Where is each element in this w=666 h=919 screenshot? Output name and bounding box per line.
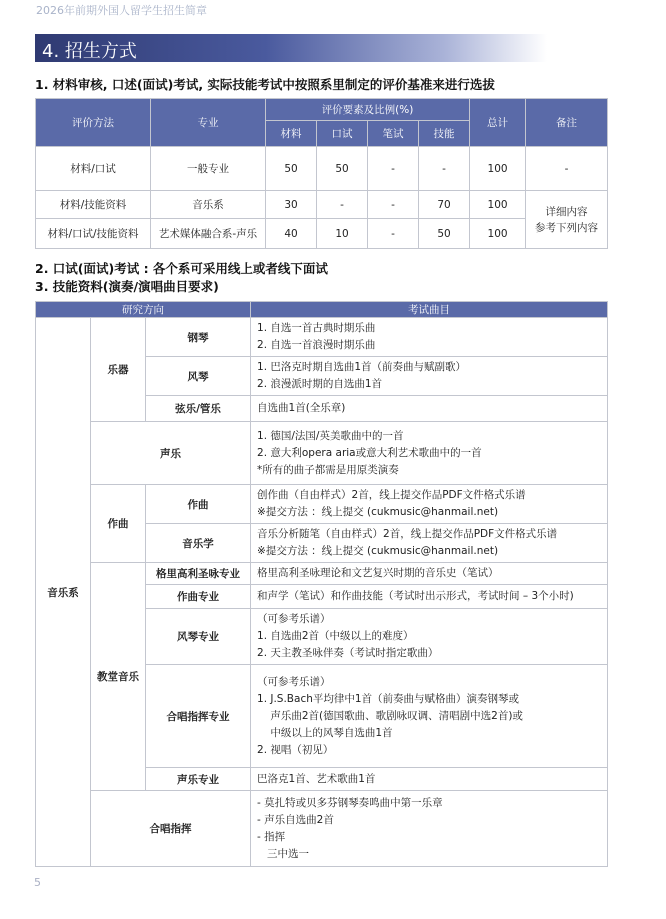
cell-major: 一般专业 <box>151 147 266 191</box>
cell-value: 10 <box>317 219 368 249</box>
strings-label: 弦乐/管乐 <box>146 396 251 422</box>
list-item: 2. 自选一首浪漫时期乐曲 <box>257 339 376 351</box>
list-item: 2. 视唱（初见） <box>257 743 334 756</box>
cell-value: - <box>368 191 419 219</box>
list-item: 三中选一 <box>257 847 310 860</box>
composition-major-requirements: 和声学（笔试）和作曲技能（考试时出示形式，考试时间 – 3个小时) <box>251 585 608 609</box>
list-item: ※提交方法 ：线上提交 (cukmusic@hanmail.net) <box>257 506 499 518</box>
cell-value: - <box>368 147 419 191</box>
cell-method: 材料/口试 <box>36 147 151 191</box>
composition-label: 作曲 <box>91 485 146 563</box>
exam-repertoire-table <box>35 301 608 867</box>
gregorian-requirements: 格里高利圣咏理论和文艺复兴时期的音乐史（笔试） <box>251 563 608 585</box>
document-header: 2026年前期外国人留学生招生简章 <box>36 4 207 17</box>
musicology-label: 音乐学 <box>146 524 251 563</box>
list-item: 1. 巴洛克时期自选曲1首（前奏曲与赋副歌） <box>257 361 467 373</box>
list-item: 1. J.S.Bach平均律中1首（前奏曲与赋格曲）演奏钢琴或 <box>257 692 520 705</box>
piano-requirements <box>251 318 608 357</box>
cell-value: 40 <box>266 219 317 249</box>
list-item: 2. 意大利opera aria或意大利艺术歌曲中的一首 <box>257 446 482 459</box>
list-item: 声乐曲2首(德国歌曲、歌剧咏叹调、清唱剧中选2首)或 <box>257 709 523 722</box>
subheading-2: 2. 口试(面试)考试 : 各个系可采用线上或者线下面试 <box>35 261 328 276</box>
cell-major: 音乐系 <box>151 191 266 219</box>
organ-label: 风琴 <box>146 357 251 396</box>
cell-method: 材料/口试/技能资料 <box>36 219 151 249</box>
vocal-requirements <box>251 422 608 485</box>
cell-value: - <box>368 219 419 249</box>
header-direction: 研究方向 <box>36 302 251 318</box>
musicology-requirements <box>251 524 608 563</box>
evaluation-table <box>35 98 608 249</box>
cell-note: - <box>526 147 608 191</box>
list-item: 1. 自选曲2首（中级以上的难度） <box>257 630 414 642</box>
list-item: （可参考乐谱） <box>257 613 331 625</box>
header-total: 总计 <box>470 99 526 147</box>
choral-conducting-requirements <box>251 791 608 867</box>
cell-total: 100 <box>470 191 526 219</box>
vocal-label: 声乐 <box>91 422 251 485</box>
header-documents: 材料 <box>266 121 317 147</box>
table-row <box>36 191 608 219</box>
piano-label: 钢琴 <box>146 318 251 357</box>
table-row <box>36 219 608 249</box>
subheading-3: 3. 技能资料(演奏/演唱曲目要求) <box>35 279 219 294</box>
vocal-major-label: 声乐专业 <box>146 768 251 791</box>
organ-major-label: 风琴专业 <box>146 609 251 665</box>
list-item: 2. 浪漫派时期的自选曲1首 <box>257 378 383 390</box>
composition-sub-label: 作曲 <box>146 485 251 524</box>
cell-value: 70 <box>419 191 470 219</box>
header-skill: 技能 <box>419 121 470 147</box>
cell-major: 艺术媒体融合系-声乐 <box>151 219 266 249</box>
choral-conducting-label: 合唱指挥 <box>91 791 251 867</box>
list-item: - 声乐自选曲2首 <box>257 813 334 826</box>
church-music-label: 教堂音乐 <box>91 563 146 791</box>
cell-note-merged <box>526 191 608 249</box>
list-item: 创作曲（自由样式）2首，线上提交作品PDF文件格式乐谱 <box>257 489 526 501</box>
organ-requirements <box>251 357 608 396</box>
header-major: 专业 <box>151 99 266 147</box>
vocal-major-requirements: 巴洛克1首、艺术歌曲1首 <box>251 768 608 791</box>
list-item: （可参考乐谱） <box>257 675 331 688</box>
cell-method: 材料/技能资料 <box>36 191 151 219</box>
list-item: - 指挥 <box>257 830 286 843</box>
list-item: - 莫扎特或贝多芬钢琴奏鸣曲中第一乐章 <box>257 796 443 809</box>
list-item: ※提交方法 ：线上提交 (cukmusic@hanmail.net) <box>257 545 499 557</box>
composition-major-label: 作曲专业 <box>146 585 251 609</box>
choral-major-requirements <box>251 665 608 768</box>
list-item: 1. 自选一首古典时期乐曲 <box>257 322 376 334</box>
section-title: 4. 招生方式 <box>42 41 137 62</box>
music-dept-label: 音乐系 <box>36 318 91 867</box>
list-item: 中级以上的风琴自选曲1首 <box>257 726 393 739</box>
cell-value: 50 <box>419 219 470 249</box>
strings-requirements: 自选曲1首(全乐章) <box>251 396 608 422</box>
cell-value: 50 <box>266 147 317 191</box>
list-item: 1. 德国/法国/英美歌曲中的一首 <box>257 429 404 442</box>
page-number: 5 <box>34 876 41 889</box>
choral-major-label: 合唱指挥专业 <box>146 665 251 768</box>
list-item: *所有的曲子都需是用原类演奏 <box>257 463 399 476</box>
header-written: 笔试 <box>368 121 419 147</box>
cell-value: 30 <box>266 191 317 219</box>
note-line: 详细内容 <box>545 205 588 218</box>
header-oral: 口试 <box>317 121 368 147</box>
header-exam: 考试曲目 <box>251 302 608 318</box>
header-method: 评价方法 <box>36 99 151 147</box>
gregorian-label: 格里高利圣咏专业 <box>146 563 251 585</box>
cell-total: 100 <box>470 147 526 191</box>
list-item: 音乐分析随笔（自由样式）2首，线上提交作品PDF文件格式乐谱 <box>257 528 558 540</box>
subheading-1: 1. 材料审核, 口述(面试)考试, 实际技能考试中按照系里制定的评价基准来进行选拔 <box>35 77 495 92</box>
header-note: 备注 <box>526 99 608 147</box>
cell-value: - <box>419 147 470 191</box>
cell-total: 100 <box>470 219 526 249</box>
cell-value: - <box>317 191 368 219</box>
table-row <box>36 147 608 191</box>
instrument-label: 乐器 <box>91 318 146 422</box>
cell-value: 50 <box>317 147 368 191</box>
note-line: 参考下列内容 <box>535 221 599 234</box>
list-item: 2. 天主教圣咏伴奏（考试时指定歌曲） <box>257 647 439 659</box>
composition-requirements <box>251 485 608 524</box>
organ-major-requirements <box>251 609 608 665</box>
header-ratio: 评价要素及比例(%) <box>266 99 470 121</box>
